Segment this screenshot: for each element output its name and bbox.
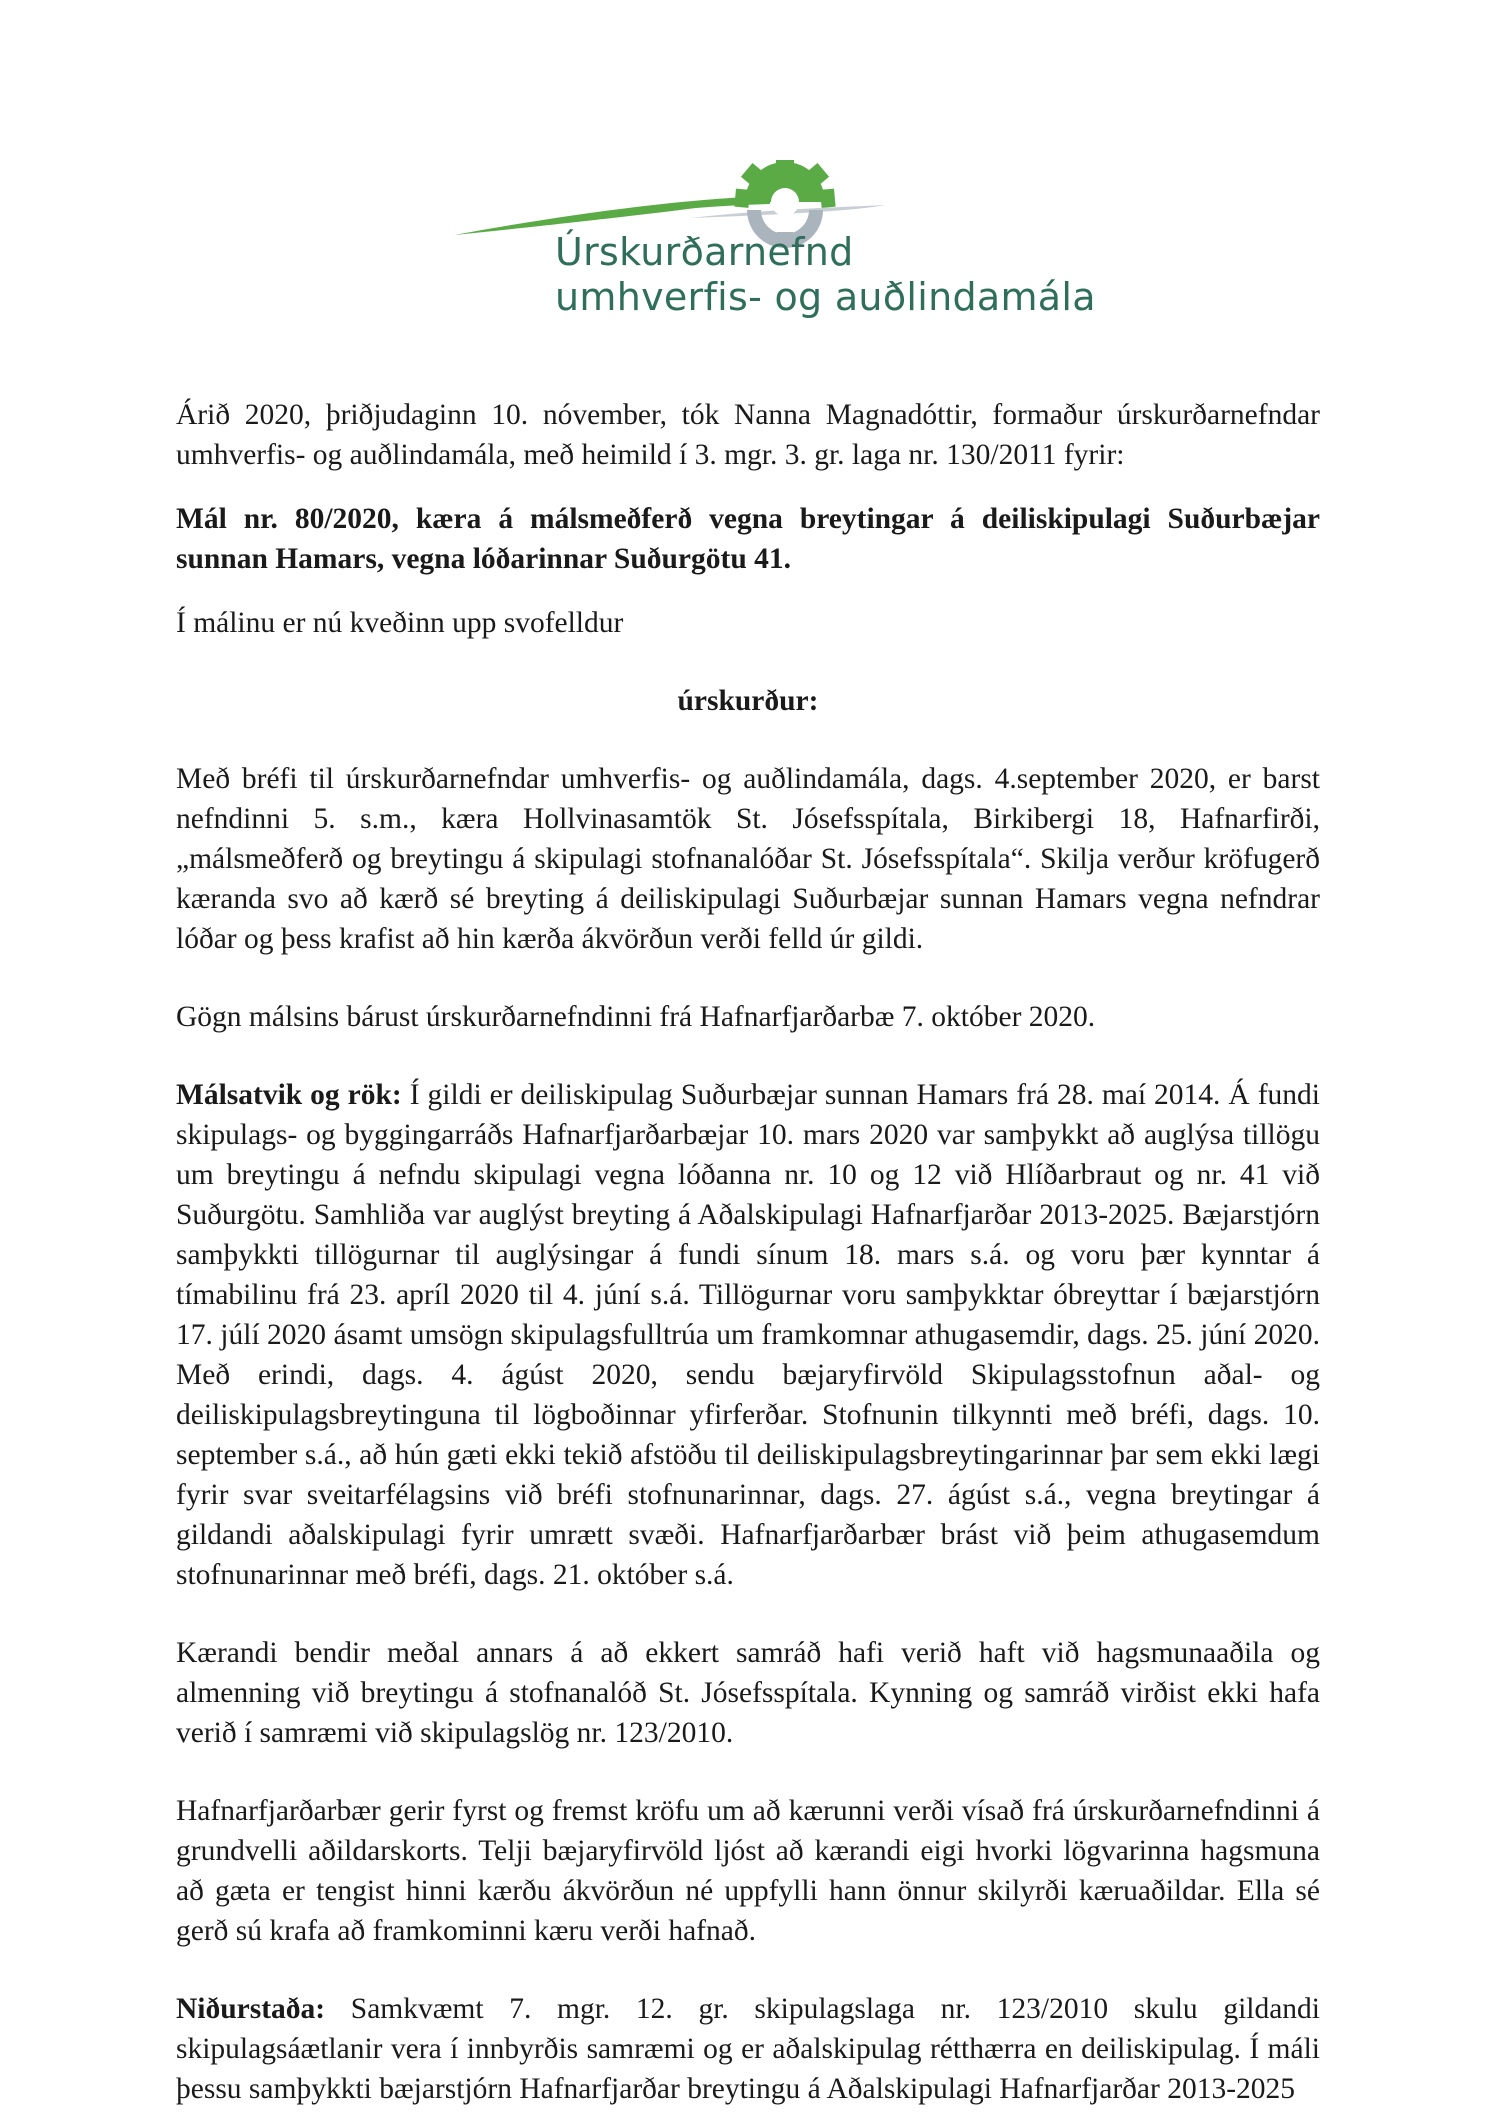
paragraph-complaint: Með bréfi til úrskurðarnefndar umhverfis- og auðlindamála, dags. 4.september 2020, er barst nefndinni 5. s.m., kæra Hollvinasamtök St. Jósefsspítala, Birkibergi 18, Hafnarfirði, „málsmeðferð og breytingu á skipulagi stofnanalóðar St. Jósefsspítala“. Skilja verður kröfugerð kæranda svo að kærð sé breyting á deiliskipulagi Suðurbæjar sunnan Hamars vegna nefndrar lóðar og þess krafist að hin kærða ákvörðun verði felld úr gildi. xyxy=(176,763,1320,955)
paragraph-conclusion xyxy=(176,1989,1320,2109)
logo-title-line2: umhverfis- og auðlindamála xyxy=(555,275,1096,319)
agency-logo xyxy=(440,160,1096,320)
conclusion-label: Niðurstaða: xyxy=(176,1993,326,2025)
lead-sentence: Í málinu er nú kveðinn upp svofelldur xyxy=(176,607,624,639)
facts-text: Í gildi er deiliskipulag Suðurbæjar sunnan Hamars frá 28. maí 2014. Á fundi skipulags- og byggingarráðs Hafnarfjarðarbæjar 10. mars 2020 var samþykkt að auglýsa tillögu um breytingu á nefndu skipulagi vegna lóðanna nr. 10 og 12 við Hlíðarbraut og nr. 41 við Suðurgötu. Samhliða var auglýst breyting á Aðalskipulagi Hafnarfjarðar 2013-2025. Bæjarstjórn samþykkti tillögurnar til auglýsingar á fundi sínum 18. mars s.á. og voru þær kynntar á tímabilinu frá 23. apríl 2020 til 4. júní s.á. Tillögurnar voru samþykktar óbreyttar í bæjarstjórn 17. júlí 2020 ásamt umsögn skipulagsfulltrúa um framkomnar athugasemdir, dags. 25. júní 2020. Með erindi, dags. 4. ágúst 2020, sendu bæjaryfirvöld Skipulagsstofnun aðal- og deiliskipulagsbreytinguna til lögboðinnar yfirferðar. Stofnunin tilkynnti með bréfi, dags. 10. september s.á., að hún gæti ekki tekið afstöðu til deiliskipulagsbreytingarinnar þar sem ekki lægi fyrir svar sveitarfélagsins við bréfi stofnunarinnar, dags. 27. ágúst s.á., vegna breytingar á gildandi aðalskipulagi fyrir umrætt svæði. Hafnarfjarðarbær brást við þeim athugasemdum stofnunarinnar með bréfi, dags. 21. október s.á. xyxy=(176,1079,1320,1591)
paragraph-facts xyxy=(176,1075,1320,1595)
ruling-heading: úrskurður: xyxy=(677,685,819,717)
logo-title-line1: Úrskurðarnefnd xyxy=(555,230,854,274)
case-title: Mál nr. 80/2020, kæra á málsmeðferð vegna breytingar á deiliskipulagi Suðurbæjar sunnan Hamars, vegna lóðarinnar Suðurgötu 41. xyxy=(176,503,1320,575)
conclusion-text: Samkvæmt 7. mgr. 12. gr. skipulagslaga nr. 123/2010 skulu gildandi skipulagsáætlanir vera í innbyrðis samræmi og er aðalskipulag rétthærra en deiliskipulag. Í máli þessu samþykkti bæjarstjórn Hafnarfjarðar breytingu á Aðalskipulagi Hafnarfjarðar 2013-2025 xyxy=(176,1993,1320,2105)
ruling-body xyxy=(176,395,1320,2109)
paragraph-municipality: Hafnarfjarðarbær gerir fyrst og fremst kröfu um að kærunni verði vísað frá úrskurðarnefndinni á grundvelli aðildarskorts. Telji bæjaryfirvöld ljóst að kærandi eigi hvorki lögvarinna hagsmuna að gæta er tengist hinni kærðu ákvörðun né uppfylli hann önnur skilyrði kæruaðildar. Ella sé gerð sú krafa að framkominni kæru verði hafnað. xyxy=(176,1795,1320,1947)
facts-label: Málsatvik og rök: xyxy=(176,1079,402,1111)
paragraph-appellant: Kærandi bendir meðal annars á að ekkert samráð hafi verið haft við hagsmunaaðila og almenning við breytingu á stofnanalóð St. Jósefsspítala. Kynning og samráð virðist ekki hafa verið í samræmi við skipulagslög nr. 123/2010. xyxy=(176,1637,1320,1749)
paragraph-documents: Gögn málsins bárust úrskurðarnefndinni frá Hafnarfjarðarbæ 7. október 2020. xyxy=(176,1001,1096,1033)
intro-paragraph: Árið 2020, þriðjudaginn 10. nóvember, tók Nanna Magnadóttir, formaður úrskurðarnefndar umhverfis- og auðlindamála, með heimild í 3. mgr. 3. gr. laga nr. 130/2011 fyrir: xyxy=(176,399,1320,471)
